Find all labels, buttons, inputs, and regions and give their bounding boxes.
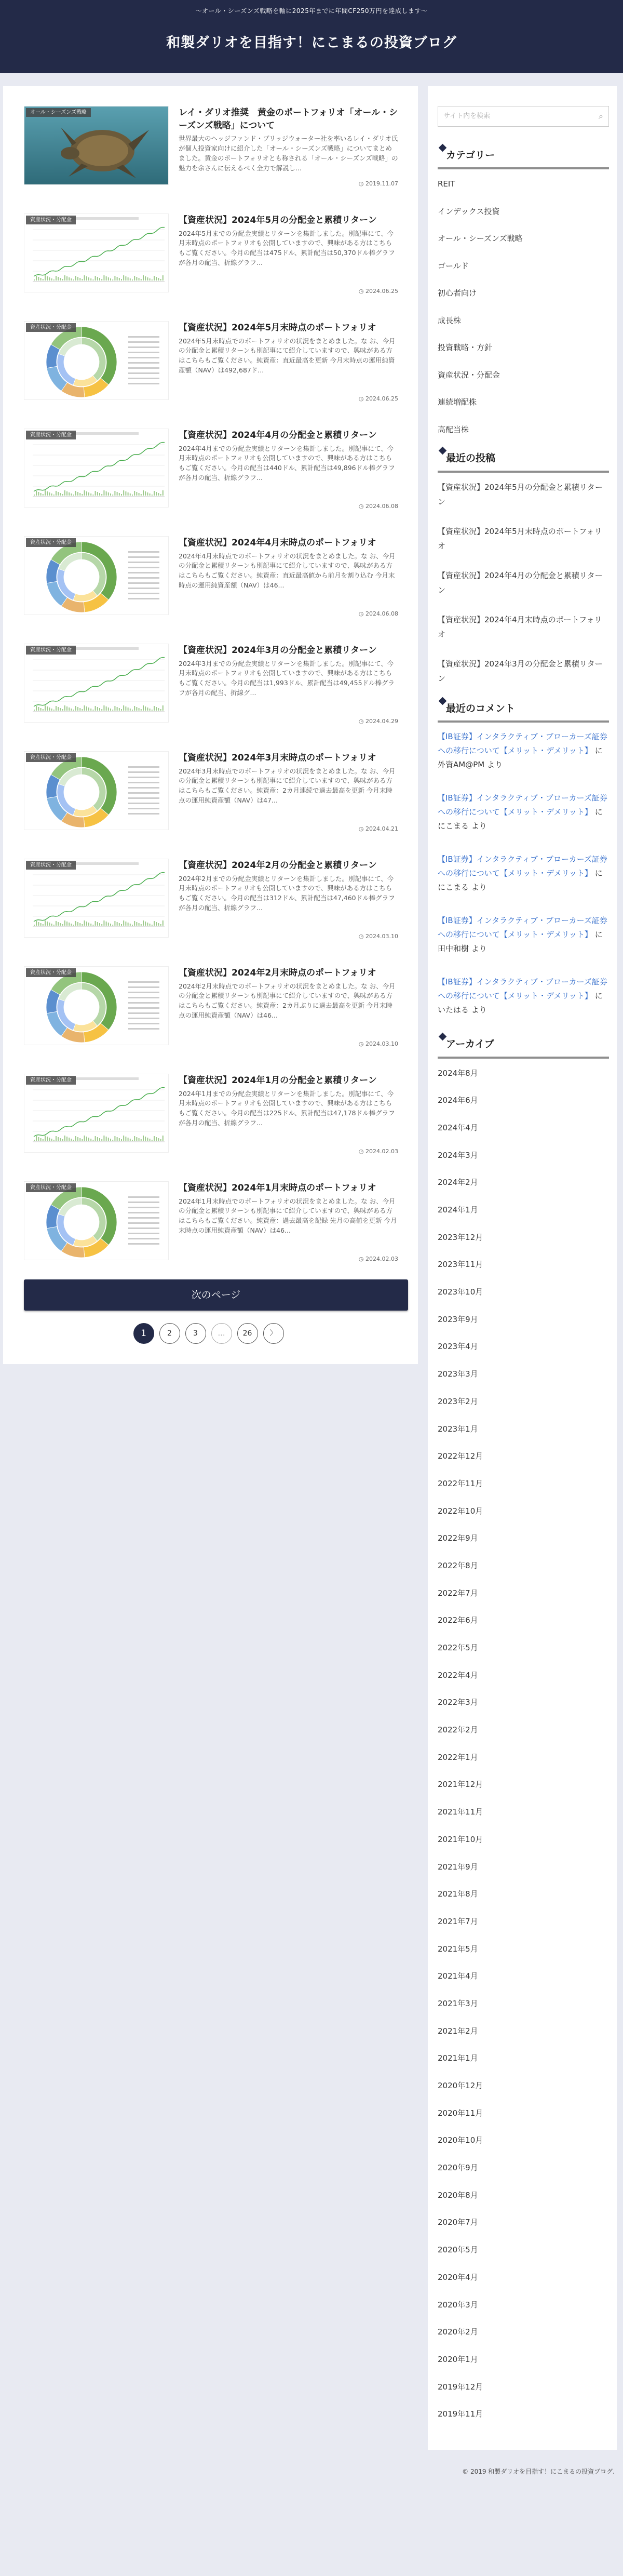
archive-item-link[interactable]: 2020年4月 (438, 2272, 478, 2282)
archive-item[interactable] (438, 1750, 609, 1778)
archive-item[interactable] (438, 1777, 609, 1805)
archive-item[interactable] (438, 1120, 609, 1148)
return-chart-thumbnail (24, 214, 169, 292)
portfolio-donut-thumbnail (24, 537, 169, 615)
archive-widget-title: アーカイブ (438, 1036, 609, 1058)
archive-item[interactable] (438, 1285, 609, 1312)
archive-item-link[interactable]: 2020年7月 (438, 2218, 478, 2227)
archive-item-link[interactable]: 2022年10月 (438, 1506, 483, 1516)
sea-turtle-image (24, 106, 169, 185)
post-thumbnail[interactable] (24, 751, 169, 830)
comment-author: に 田中和樹 より (438, 930, 603, 954)
post-category-label: 資産状況・分配金 (26, 861, 76, 870)
category-item-link[interactable]: 成長株 (438, 315, 462, 325)
clock-icon: ◷ (358, 1040, 364, 1048)
archive-item[interactable] (438, 1805, 609, 1832)
recent-post-item-link[interactable]: 【資産状況】2024年5月の分配金と累積リターン (438, 482, 603, 506)
post-excerpt: 2024年2月までの分配金実績とリターンを集計しました。別記事にて、今月末時点のポートフォリオも公開していますので、興味がある方はこちらもご覧ください。今月の配当は312ドル、累計配当は47,460ドル棒グラフが各月の配当、折線グラフ... (179, 874, 395, 912)
post-card[interactable] (24, 429, 398, 536)
post-category-label: 資産状況・分配金 (26, 323, 76, 332)
archive-item-link[interactable]: 2021年9月 (438, 1862, 478, 1872)
archive-item-link[interactable]: 2022年7月 (438, 1588, 478, 1598)
post-date-text: 2024.06.25 (365, 288, 398, 295)
post-thumbnail[interactable] (24, 966, 169, 1045)
post-title[interactable]: 【資産状況】2024年4月の分配金と累積リターン (179, 430, 377, 441)
post-title[interactable]: 【資産状況】2024年2月末時点のポートフォリオ (179, 968, 376, 978)
portfolio-donut-thumbnail (24, 322, 169, 400)
archive-item-link[interactable]: 2020年8月 (438, 2190, 478, 2200)
post-date (179, 287, 398, 296)
archive-item[interactable] (438, 1066, 609, 1093)
post-thumbnail[interactable] (24, 1074, 169, 1153)
post-body (169, 213, 398, 321)
post-thumbnail[interactable] (24, 644, 169, 723)
comment-author: に 外資AM@PM より (438, 746, 603, 770)
comment-author: に にこまる より (438, 869, 603, 892)
post-date-text: 2024.06.25 (365, 395, 398, 403)
post-date-text: 2024.06.08 (365, 503, 398, 510)
archive-item[interactable] (438, 2407, 609, 2434)
post-card[interactable] (24, 321, 398, 429)
archive-item[interactable] (438, 1695, 609, 1723)
site-header (0, 0, 623, 73)
post-excerpt: 2024年5月までの分配金実績とリターンを集計しました。別記事にて、今月末時点のポートフォリオも公開していますので、興味がある方はこちらもご覧ください。今月の配当は475ドル、累計配当は50,370ドル棒グラフが各月の配当、折線グラフ... (179, 229, 395, 266)
archive-item[interactable] (438, 1558, 609, 1586)
main-column (3, 86, 418, 1364)
category-list (438, 177, 609, 449)
archive-item[interactable] (438, 1914, 609, 1942)
archive-item[interactable] (438, 1449, 609, 1476)
archive-item-link[interactable]: 2023年9月 (438, 1314, 478, 1324)
archive-item-link[interactable]: 2023年4月 (438, 1342, 478, 1352)
category-item-link[interactable]: オール・シーズンズ戦略 (438, 234, 523, 244)
post-excerpt: 2024年5月末時点でのポートフォリオの状況をまとめました。な お、今月の分配金と累積リターンも別記事にて紹介していますので、興味がある方はこちらもご覧ください。純資産：直近最高を更新 今月末時点の運用純資産額（NAV）は492,687ド... (179, 337, 396, 374)
post-thumbnail[interactable] (24, 213, 169, 292)
recent-post-item[interactable] (438, 524, 609, 568)
archive-item[interactable] (438, 1942, 609, 1969)
comment-post-link[interactable]: 【IB証券】インタラクティブ・ブローカーズ証券への移行について【メリット・デメリット】 (438, 855, 607, 878)
archive-item[interactable] (438, 2051, 609, 2078)
next-page-button[interactable]: 次のページ (24, 1279, 408, 1311)
archive-item-link[interactable]: 2022年5月 (438, 1643, 478, 1652)
archive-item-link[interactable]: 2021年12月 (438, 1780, 483, 1790)
comment-item (438, 730, 609, 791)
archive-item[interactable] (438, 2298, 609, 2325)
recent-post-item-link[interactable]: 【資産状況】2024年3月の分配金と累積リターン (438, 659, 603, 683)
archive-item-link[interactable]: 2020年2月 (438, 2327, 478, 2337)
archive-item-link[interactable]: 2024年3月 (438, 1150, 478, 1160)
comment-item (438, 852, 609, 914)
archive-item-link[interactable]: 2021年10月 (438, 1834, 483, 1844)
post-card[interactable] (24, 966, 398, 1074)
archive-item-link[interactable]: 2021年5月 (438, 1944, 478, 1954)
post-excerpt: 2024年3月までの分配金実績とリターンを集計しました。別記事にて、今月末時点のポートフォリオも公開していますので、興味がある方はこちらもご覧ください。今月の配当は1,993ドル、累計配当は49,455ドル棒グラフが各月の配当、折線グ... (179, 659, 395, 697)
post-excerpt: 2024年3月末時点でのポートフォリオの状況をまとめました。な お、今月の分配金と累積リターンも別記事にて紹介していますので、興味がある方はこちらもご覧ください。純資産：2カ月連続で過去最高を更新 今月末時点の運用純資産額（NAV）は47... (179, 767, 396, 804)
category-item[interactable] (438, 231, 609, 259)
category-item[interactable] (438, 395, 609, 422)
post-card[interactable] (24, 1181, 398, 1289)
post-date (179, 1254, 398, 1264)
archive-item-link[interactable]: 2021年2月 (438, 2026, 478, 2036)
recent-comments-widget-title: 最近のコメント (438, 701, 609, 723)
categories-widget-title: カテゴリー (438, 148, 609, 169)
archive-item-link[interactable]: 2021年11月 (438, 1807, 483, 1817)
post-date-text: 2024.04.21 (365, 825, 398, 833)
post-body (169, 106, 398, 213)
category-item[interactable] (438, 422, 609, 450)
archive-item-link[interactable]: 2024年8月 (438, 1068, 478, 1078)
category-item-link[interactable]: インデックス投資 (438, 206, 500, 216)
post-body (169, 966, 398, 1074)
category-item[interactable] (438, 177, 609, 204)
post-body (169, 751, 398, 859)
archive-item-link[interactable]: 2022年8月 (438, 1560, 478, 1570)
page-next-icon[interactable]: 〉 (263, 1323, 284, 1344)
post-excerpt: 2024年4月までの分配金実績とリターンを集計しました。別記事にて、今月末時点のポートフォリオも公開していますので、興味がある方はこちらもご覧ください。今月の配当は440ドル、累計配当は49,896ドル棒グラフが各月の配当、折線グラフ... (179, 444, 395, 482)
content-wrap (3, 86, 617, 2450)
archive-item[interactable] (438, 1613, 609, 1640)
page-ellipsis: … (211, 1323, 232, 1344)
post-date (179, 824, 398, 834)
archive-item-link[interactable]: 2020年11月 (438, 2108, 483, 2118)
archive-item[interactable] (438, 1476, 609, 1504)
clock-icon: ◷ (358, 933, 364, 940)
category-item-link[interactable]: 投資戦略・方針 (438, 343, 493, 353)
archive-item-link[interactable]: 2022年6月 (438, 1616, 478, 1625)
post-card[interactable] (24, 1074, 398, 1181)
recent-post-item[interactable] (438, 612, 609, 657)
category-item-link[interactable]: 資産状況・分配金 (438, 370, 500, 380)
archive-item-link[interactable]: 2022年11月 (438, 1478, 483, 1488)
category-item[interactable] (438, 368, 609, 395)
category-item-link[interactable]: 高配当株 (438, 424, 469, 434)
archive-item-link[interactable]: 2019年11月 (438, 2409, 483, 2419)
comment-item (438, 791, 609, 852)
archive-item-link[interactable]: 2020年10月 (438, 2135, 483, 2145)
archive-item-link[interactable]: 2022年2月 (438, 1725, 478, 1735)
post-date-text: 2024.06.08 (365, 610, 398, 618)
post-thumbnail[interactable] (24, 321, 169, 400)
post-card[interactable] (24, 859, 398, 966)
recent-post-item[interactable] (438, 657, 609, 701)
post-category-label: 資産状況・分配金 (26, 1183, 76, 1192)
sidebar (428, 86, 617, 2450)
site-footer: © 2019 和製ダリオを目指す！にこまるの投資ブログ. (462, 2467, 615, 2475)
clock-icon: ◷ (358, 825, 364, 833)
comment-post-link[interactable]: 【IB証券】インタラクティブ・ブローカーズ証券への移行について【メリット・デメリット】 (438, 977, 607, 1001)
archive-item-link[interactable]: 2020年3月 (438, 2300, 478, 2310)
post-body (169, 1074, 398, 1181)
post-card[interactable] (24, 106, 398, 213)
category-item[interactable] (438, 204, 609, 232)
page-link[interactable]: 26 (237, 1323, 258, 1344)
archive-item[interactable] (438, 1586, 609, 1613)
category-item[interactable] (438, 259, 609, 286)
archive-item-link[interactable]: 2019年12月 (438, 2382, 483, 2392)
archive-item[interactable] (438, 1339, 609, 1367)
clock-icon: ◷ (358, 503, 364, 510)
post-thumbnail[interactable] (24, 859, 169, 938)
post-title[interactable]: 【資産状況】2024年4月末時点のポートフォリオ (179, 538, 376, 548)
archive-item[interactable] (438, 2188, 609, 2215)
archive-item[interactable] (438, 2078, 609, 2106)
archive-item-link[interactable]: 2021年4月 (438, 1971, 478, 1981)
archive-item[interactable] (438, 2215, 609, 2243)
archive-item[interactable] (438, 1175, 609, 1203)
archive-item[interactable] (438, 1148, 609, 1176)
post-date (179, 717, 398, 726)
post-title[interactable]: 【資産状況】2024年3月末時点のポートフォリオ (179, 753, 376, 763)
archive-item-link[interactable]: 2022年4月 (438, 1670, 478, 1680)
post-excerpt: 世界最大のヘッジファンド・ブリッジウォーター社を率いるレイ・ダリオ氏が個人投資家向けに紹介した「オール・シーズンズ戦略」についてまとめました。黄金のポートフォリオとも称される「オール・シーズンズ戦略」の魅力を余さんに伝えるべく全力で解説し... (179, 135, 398, 172)
archive-item[interactable] (438, 2024, 609, 2051)
category-item[interactable] (438, 340, 609, 368)
search-placeholder: サイト内を検索 (443, 112, 491, 120)
portfolio-donut-thumbnail (24, 752, 169, 830)
clock-icon: ◷ (358, 1148, 364, 1155)
page-current[interactable]: 1 (133, 1323, 154, 1344)
portfolio-donut-thumbnail (24, 967, 169, 1045)
post-thumbnail[interactable] (24, 429, 169, 508)
site-description: 〜オール・シーズンズ戦略を軸に2025年までに年間CF250万円を達成します〜 (195, 7, 428, 15)
category-item[interactable] (438, 286, 609, 313)
recent-post-item[interactable] (438, 568, 609, 612)
post-list (24, 106, 398, 1289)
archive-item-link[interactable]: 2020年1月 (438, 2354, 478, 2364)
archive-item-link[interactable]: 2024年4月 (438, 1123, 478, 1132)
pagination (19, 1323, 398, 1344)
comment-author: に にこまる より (438, 807, 603, 831)
archive-item[interactable] (438, 1504, 609, 1531)
archive-item[interactable] (438, 1422, 609, 1449)
post-category-label: 資産状況・分配金 (26, 431, 76, 439)
post-date-text: 2024.03.10 (365, 933, 398, 940)
category-item-link[interactable]: REIT (438, 179, 455, 189)
archive-item[interactable] (438, 1367, 609, 1394)
return-chart-thumbnail (24, 859, 169, 938)
archive-item[interactable] (438, 1640, 609, 1668)
category-item[interactable] (438, 313, 609, 341)
archive-item-link[interactable]: 2022年3月 (438, 1698, 478, 1707)
post-card[interactable] (24, 536, 398, 644)
archive-item-link[interactable]: 2020年12月 (438, 2081, 483, 2090)
post-date (179, 394, 398, 404)
post-category-label: 資産状況・分配金 (26, 216, 76, 224)
archive-item-link[interactable]: 2021年1月 (438, 2053, 478, 2063)
archive-list (438, 1066, 609, 2434)
archive-item-link[interactable]: 2022年1月 (438, 1752, 478, 1762)
recent-post-item-link[interactable]: 【資産状況】2024年4月の分配金と累積リターン (438, 570, 603, 595)
archive-item-link[interactable]: 2022年12月 (438, 1451, 483, 1461)
post-title[interactable]: レイ・ダリオ推奨 黄金のポートフォリオ「オール・シーズンズ戦略」について (179, 108, 398, 131)
post-category-label: 資産状況・分配金 (26, 646, 76, 655)
post-date (179, 609, 398, 619)
post-title[interactable]: 【資産状況】2024年1月の分配金と累積リターン (179, 1075, 377, 1086)
page-link[interactable]: 3 (185, 1323, 206, 1344)
post-date-text: 2024.02.03 (365, 1148, 398, 1155)
comment-post-link[interactable]: 【IB証券】インタラクティブ・ブローカーズ証券への移行について【メリット・デメリット】 (438, 793, 607, 817)
post-body (169, 1181, 398, 1289)
comment-post-link[interactable]: 【IB証券】インタラクティブ・ブローカーズ証券への移行について【メリット・デメリット】 (438, 732, 607, 756)
archive-item[interactable] (438, 1723, 609, 1750)
comment-item (438, 914, 609, 975)
post-excerpt: 2024年1月末時点でのポートフォリオの状況をまとめました。な お、今月の分配金と累積リターンも別記事にて紹介していますので、興味がある方はこちらもご覧ください。純資産：過去最高を記録 先月の高値を更新 今月末時点の運用純資産額（NAV）は46... (179, 1197, 397, 1234)
post-category-label: オール・シーズンズ戦略 (26, 108, 91, 117)
post-card[interactable] (24, 751, 398, 859)
recent-post-item-link[interactable]: 【資産状況】2024年4月末時点のポートフォリオ (438, 615, 602, 639)
archive-item[interactable] (438, 1996, 609, 2024)
post-body (169, 429, 398, 536)
archive-item-link[interactable]: 2024年1月 (438, 1205, 478, 1214)
post-date-text: 2024.02.03 (365, 1256, 398, 1263)
archive-item[interactable] (438, 1394, 609, 1422)
return-chart-thumbnail (24, 644, 169, 723)
post-category-label: 資産状況・分配金 (26, 968, 76, 977)
archive-item[interactable] (438, 1887, 609, 1914)
archive-item[interactable] (438, 1230, 609, 1258)
post-card[interactable] (24, 644, 398, 751)
archive-item[interactable] (438, 2106, 609, 2133)
archive-item-link[interactable]: 2022年9月 (438, 1533, 478, 1543)
post-category-label: 資産状況・分配金 (26, 753, 76, 762)
clock-icon: ◷ (358, 180, 364, 188)
category-item-link[interactable]: ゴールド (438, 261, 469, 271)
archive-item[interactable] (438, 1203, 609, 1230)
comment-item (438, 975, 609, 1036)
post-date-text: 2024.03.10 (365, 1040, 398, 1048)
post-title[interactable]: 【資産状況】2024年5月末時点のポートフォリオ (179, 323, 376, 333)
post-date (179, 179, 398, 189)
archive-item[interactable] (438, 1257, 609, 1285)
category-item-link[interactable]: 連続増配株 (438, 397, 477, 407)
archive-item[interactable] (438, 2380, 609, 2407)
portfolio-donut-thumbnail (24, 1182, 169, 1260)
recent-post-item[interactable] (438, 480, 609, 524)
archive-item-link[interactable]: 2023年12月 (438, 1232, 483, 1242)
clock-icon: ◷ (358, 1256, 364, 1263)
archive-item-link[interactable]: 2021年8月 (438, 1889, 478, 1899)
post-body (169, 859, 398, 966)
recent-post-item-link[interactable]: 【資産状況】2024年5月末時点のポートフォリオ (438, 526, 602, 551)
archive-item[interactable] (438, 1668, 609, 1696)
archive-item-link[interactable]: 2021年7月 (438, 1916, 478, 1926)
search-icon[interactable]: ⌕ (599, 111, 603, 122)
post-title[interactable]: 【資産状況】2024年1月末時点のポートフォリオ (179, 1183, 376, 1193)
post-date-text: 2019.11.07 (365, 180, 398, 188)
archive-item[interactable] (438, 2270, 609, 2298)
post-body (169, 644, 398, 751)
archive-item[interactable] (438, 1093, 609, 1120)
recent-posts-widget-title: 最近の投稿 (438, 450, 609, 472)
post-date (179, 932, 398, 941)
archive-item[interactable] (438, 1531, 609, 1558)
post-title[interactable]: 【資産状況】2024年3月の分配金と累積リターン (179, 645, 377, 656)
search-input[interactable] (438, 106, 609, 127)
archive-item-link[interactable]: 2020年9月 (438, 2163, 478, 2173)
clock-icon: ◷ (358, 395, 364, 403)
post-category-label: 資産状況・分配金 (26, 1076, 76, 1085)
post-date-text: 2024.04.29 (365, 718, 398, 725)
archive-item-link[interactable]: 2023年3月 (438, 1369, 478, 1379)
archive-item[interactable] (438, 1969, 609, 1996)
archive-item-link[interactable]: 2024年2月 (438, 1178, 478, 1187)
return-chart-thumbnail (24, 429, 169, 508)
post-category-label: 資産状況・分配金 (26, 538, 76, 547)
post-date (179, 1147, 398, 1156)
post-date (179, 502, 398, 511)
site-title[interactable]: 和製ダリオを目指す！にこまるの投資ブログ (166, 35, 457, 51)
archive-item[interactable] (438, 2133, 609, 2160)
clock-icon: ◷ (358, 610, 364, 618)
post-excerpt: 2024年1月までの分配金実績とリターンを集計しました。別記事にて、今月末時点のポートフォリオも公開していますので、興味がある方はこちらもご覧ください。今月の配当は225ドル、累計配当は47,178ドル棒グラフが各月の配当、折線グラフ... (179, 1089, 395, 1127)
archive-item-link[interactable]: 2024年6月 (438, 1096, 478, 1105)
post-body (169, 536, 398, 644)
archive-item[interactable] (438, 2325, 609, 2352)
clock-icon: ◷ (358, 288, 364, 295)
post-card[interactable] (24, 213, 398, 321)
recent-comments-list (438, 730, 609, 1036)
archive-item[interactable] (438, 2160, 609, 2188)
post-excerpt: 2024年2月末時点でのポートフォリオの状況をまとめました。な お、今月の分配金と累積リターンも別記事にて紹介していますので、興味がある方はこちらもご覧ください。純資産：2カ月ぶりに過去最高を更新 今月末時点の運用純資産額（NAV）は46... (179, 982, 396, 1019)
archive-item[interactable] (438, 1860, 609, 1887)
archive-item-link[interactable]: 2023年11月 (438, 1260, 483, 1270)
category-item-link[interactable]: 初心者向け (438, 288, 477, 298)
post-title[interactable]: 【資産状況】2024年2月の分配金と累積リターン (179, 860, 377, 871)
archive-item[interactable] (438, 1832, 609, 1860)
post-thumbnail[interactable] (24, 106, 169, 185)
archive-item[interactable] (438, 1312, 609, 1340)
archive-item[interactable] (438, 2243, 609, 2270)
archive-item-link[interactable]: 2020年5月 (438, 2245, 478, 2255)
comment-post-link[interactable]: 【IB証券】インタラクティブ・ブローカーズ証券への移行について【メリット・デメリット】 (438, 916, 607, 940)
page-link[interactable]: 2 (159, 1323, 180, 1344)
recent-posts-list (438, 480, 609, 701)
archive-item-link[interactable]: 2023年1月 (438, 1424, 478, 1434)
post-date (179, 1039, 398, 1049)
post-excerpt: 2024年4月末時点でのポートフォリオの状況をまとめました。な お、今月の分配金と累積リターンも別記事にて紹介していますので、興味がある方はこちらもご覧ください。純資産：直近最高値から前月を割り込む 今月末時点の運用純資産額（NAV）は46... (179, 552, 396, 589)
archive-item-link[interactable]: 2023年10月 (438, 1287, 483, 1297)
archive-item[interactable] (438, 2352, 609, 2380)
archive-item-link[interactable]: 2023年2月 (438, 1396, 478, 1406)
clock-icon: ◷ (358, 718, 364, 725)
post-title[interactable]: 【資産状況】2024年5月の分配金と累積リターン (179, 215, 377, 225)
archive-item-link[interactable]: 2021年3月 (438, 1998, 478, 2008)
post-thumbnail[interactable] (24, 536, 169, 615)
comment-author: に いたはる より (438, 991, 603, 1015)
return-chart-thumbnail (24, 1074, 169, 1153)
post-thumbnail[interactable] (24, 1181, 169, 1260)
post-body (169, 321, 398, 429)
